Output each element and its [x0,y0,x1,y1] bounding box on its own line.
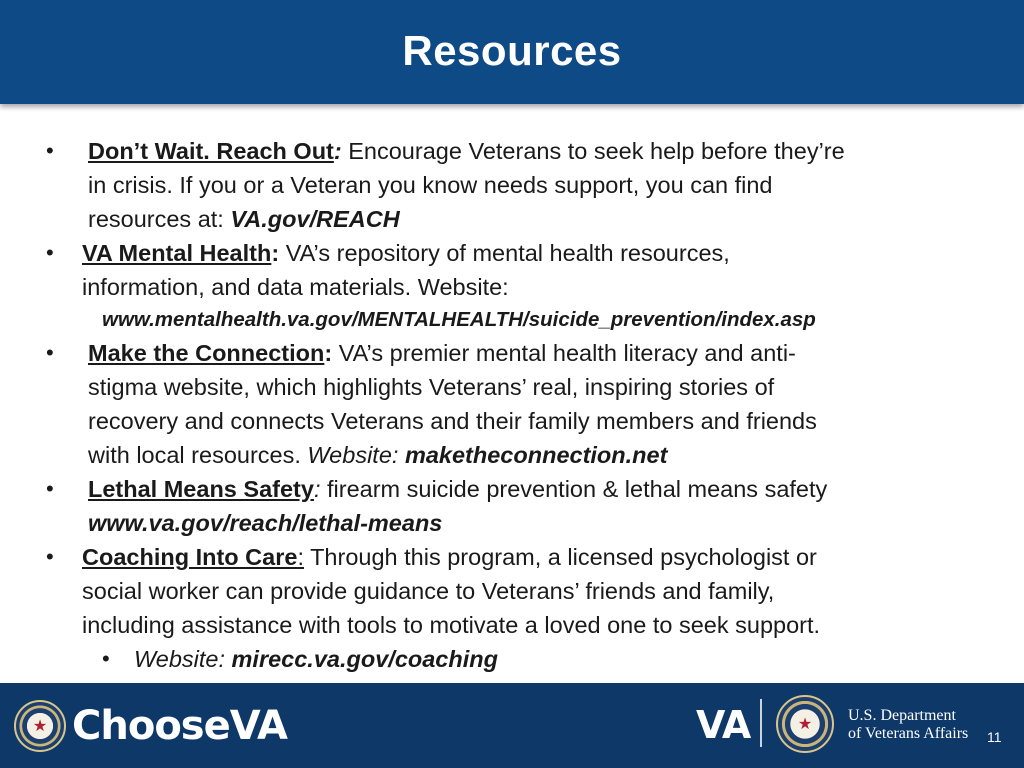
mental-health-title: VA Mental Health [82,240,272,266]
department-seal-icon [776,695,834,753]
coaching-website-line: Website: mirecc.va.gov/coaching [134,646,498,672]
mental-health-link[interactable]: www.mentalhealth.va.gov/MENTALHEALTH/suicide_prevention/index.asp [102,308,816,331]
bullet-marker: • [46,476,54,501]
connection-link[interactable]: maketheconnection.net [404,442,668,468]
bullet-connection-line4: with local resources. Website: maketheconnection.net [88,442,668,468]
bullet-marker: • [46,340,54,365]
bullet-marker: • [46,544,54,569]
bullet-coaching-line2: social worker can provide guidance to Veterans’ friends and family, [82,578,775,604]
bullet-marker: • [46,138,54,163]
va-logo: VA [696,703,751,747]
lethal-means-link[interactable]: www.va.gov/reach/lethal-means [88,510,443,536]
bullet-connection-line3: recovery and connects Veterans and their family members and friends [88,408,817,434]
coaching-title: Coaching Into Care [82,544,298,570]
department-name: U.S. Department of Veterans Affairs [848,707,969,742]
bullet-connection-line2: stigma website, which highlights Veterans’ real, inspiring stories of [88,374,775,400]
va-seal-icon [14,700,66,752]
slide-header [0,0,1024,104]
bullet-marker: • [46,240,54,265]
reach-link[interactable]: VA.gov/REACH [230,206,400,232]
bullet-coaching-line3: including assistance with tools to motivate a loved one to seek support. [82,612,821,638]
coaching-link[interactable]: mirecc.va.gov/coaching [231,646,498,672]
slide-footer [0,683,1024,768]
connection-title: Make the Connection [88,340,325,366]
logo-divider [760,699,762,747]
bullet-lethal-means-line1: Lethal Means Safety: firearm suicide prevention & lethal means safety [88,476,828,502]
bullet-coaching-line1: Coaching Into Care: Through this program, a licensed psychologist or [82,544,817,570]
bullet-connection-line1: Make the Connection: VA’s premier mental health literacy and anti- [88,340,796,366]
bullet-reach-out-line3: resources at: VA.gov/REACH [88,206,400,232]
bullet-reach-out-line2: in crisis. If you or a Veteran you know needs support, you can find [88,172,773,198]
reach-out-title: Don’t Wait. Reach Out [88,138,334,164]
slide-title: Resources [402,27,622,74]
sub-bullet-marker: • [102,646,110,671]
choose-va-logo: ChooseVA [72,703,287,749]
bullet-reach-out-line1: Don’t Wait. Reach Out: Encourage Veterans to seek help before they’re [88,138,845,164]
bullet-mental-health-line2: information, and data materials. Website: [82,274,509,300]
page-number: 11 [987,729,1002,745]
bullet-mental-health-line1: VA Mental Health: VA’s repository of mental health resources, [82,240,730,266]
lethal-means-title: Lethal Means Safety [88,476,314,502]
